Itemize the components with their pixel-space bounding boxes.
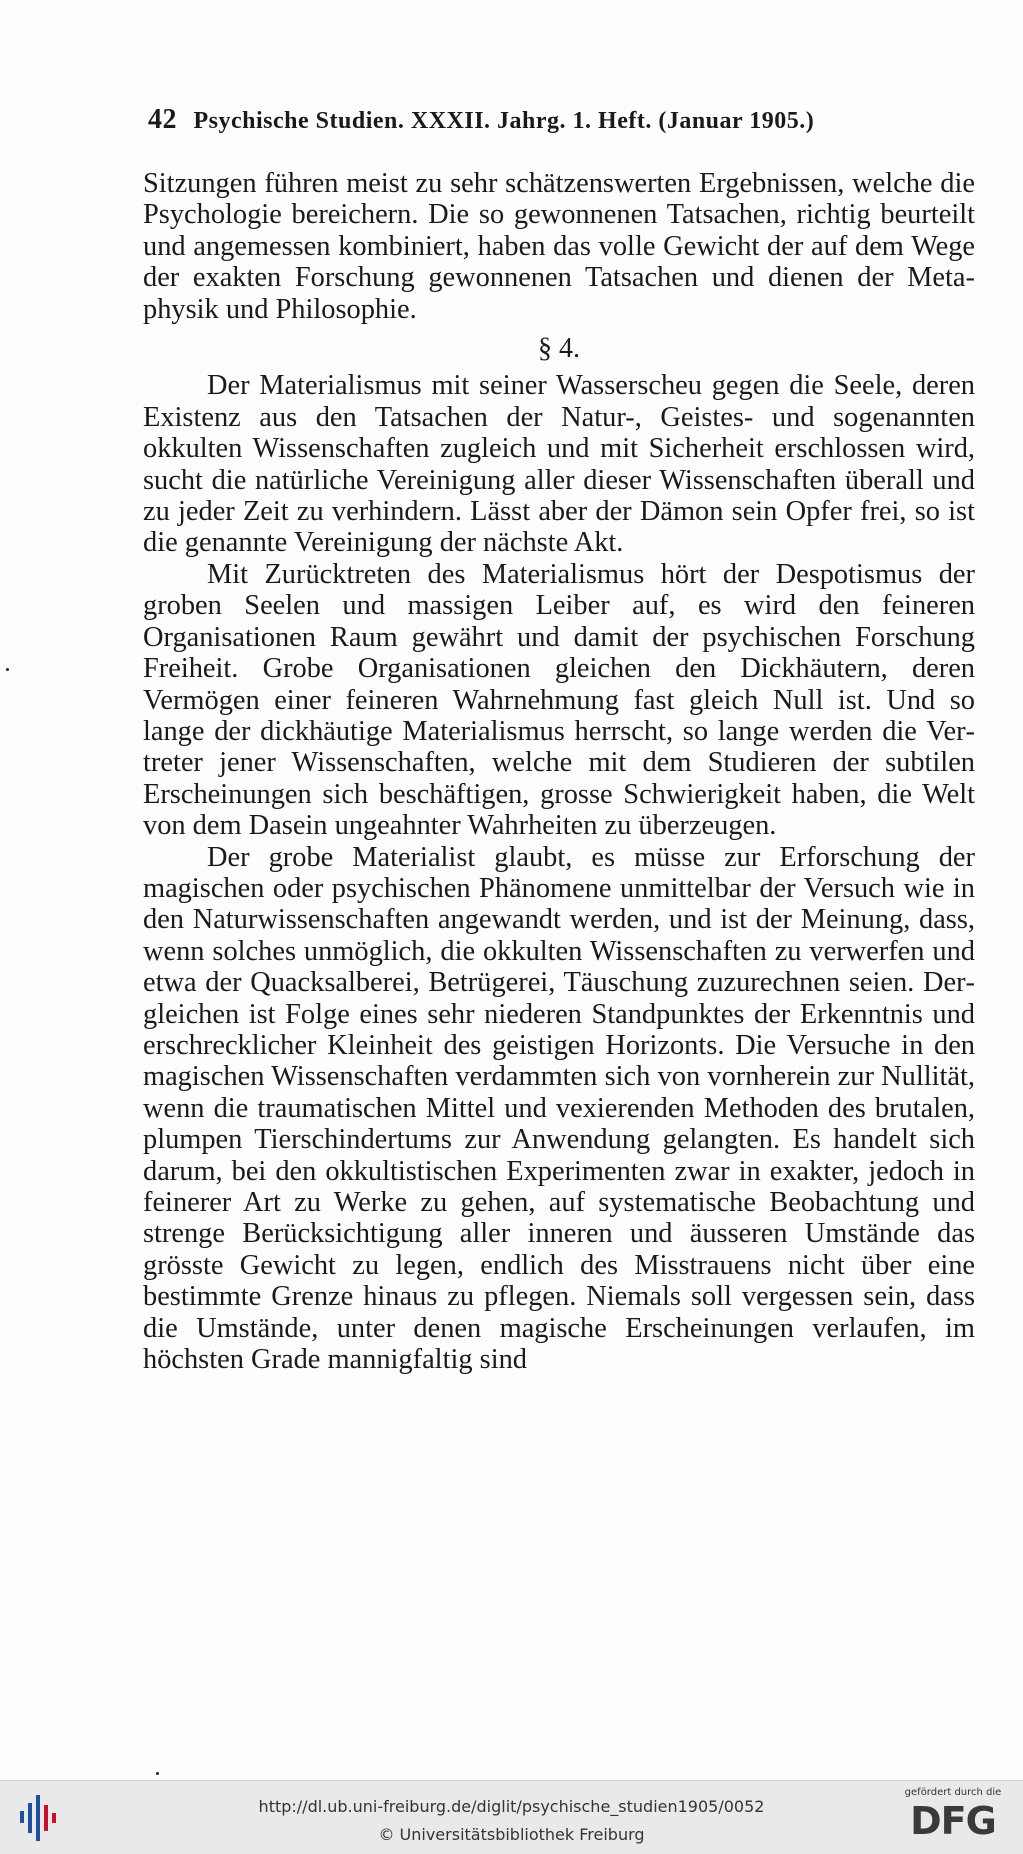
running-title: Psychische Studien. XXXII. Jahrg. 1. Heft. (Januar 1905.) <box>193 108 815 134</box>
paragraph-continued: Sitzungen führen meist zu sehr schätzenswerten Ergebnissen, welche die Psychologie bereichern. Die so gewonnenen Tatsachen, richtig beurteilt und angemessen kombiniert, haben das volle Gewicht der auf dem Wege der exakten Forschung gewonnenen Tatsachen und dienen der Metaphysik und Philosophie. <box>143 168 975 325</box>
paragraph: Mit Zurücktreten des Materialismus hört der Despotismus der groben Seelen und massigen Leiber auf, es wird den feineren Organisationen Raum gewährt und damit der psychischen Forschung Freiheit. Grobe Organisationen gleichen den Dickhäutern, deren Vermögen einer feineren Wahrnehmung fast gleich Null ist. Und so lange der dickhäutige Materialismus herrscht, so lange werden die Vertreter jener Wissenschaften, welche mit dem Studieren der subtilen Erscheinungen sich beschäftigen, grosse Schwierigkeit haben, die Welt von dem Dasein ungeahnter Wahrheiten zu überzeugen. <box>143 558 975 842</box>
scan-speck <box>6 668 9 671</box>
dfg-caption: gefördert durch die <box>904 1787 1002 1798</box>
section-heading: § 4. <box>538 333 580 365</box>
page-number: 42 <box>148 104 177 135</box>
dfg-logo[interactable] <box>897 1787 1009 1849</box>
scan-speck <box>156 1772 159 1775</box>
body-text <box>143 168 975 1375</box>
permalink-url[interactable]: http://dl.ub.uni-freiburg.de/diglit/psychische_studien1905/0052 <box>258 1797 765 1816</box>
dfg-mark: DFG <box>910 1799 996 1843</box>
copyright-notice: © Universitätsbibliothek Freiburg <box>378 1825 645 1844</box>
running-head <box>148 104 978 136</box>
paragraph: Der grobe Materialist glaubt, es müsse zur Erforschung der magischen oder psychischen Phänomene unmittelbar der Versuch wie in den Naturwissenschaften angewandt werden, und ist der Meinung, dass, wenn solches unmöglich, die okkulten Wissenschaften zu verwerfen und etwa der Quacksalberei, Betrügerei, Täuschung zuzurechnen seien. Dergleichen ist Folge eines sehr niederen Standpunktes der Erkenntnis und erschrecklicher Kleinheit des geistigen Horizonts. Die Versuche in den magischen Wissenschaften verdammten sich von vornherein zur Nullität, wenn die traumatischen Mittel und vexierenden Methoden des brutalen, plumpen Tierschindertums zur Anwendung gelangten. Es handelt sich darum, bei den okkultistischen Experimenten zwar in exakter, jedoch in feinerer Art zu Werke zu gehen, auf systematische Beobachtung und strenge Berücksichtigung aller inneren und äusseren Umstände das grösste Gewicht zu legen, endlich des Misstrauens nicht über eine bestimmte Grenze hinaus zu pflegen. Niemals soll vergessen sein, dass die Umstände, unter denen magische Erscheinungen verlaufen, im höchsten Grade mannigfaltig sind <box>143 841 975 1376</box>
viewer-footer <box>0 1780 1023 1854</box>
paragraph: Der Materialismus mit seiner Wasserscheu gegen die Seele, deren Existenz aus den Tatsachen der Natur-, Geistes- und sogenannten okkulten Wissenschaften zugleich und mit Sicherheit erschlossen wird, sucht die natürliche Vereinigung aller dieser Wissenschaften überall und zu jeder Zeit zu verhindern. Lässt aber der Dämon sein Opfer frei, so ist die genannte Vereinigung der nächste Akt. <box>143 370 975 559</box>
